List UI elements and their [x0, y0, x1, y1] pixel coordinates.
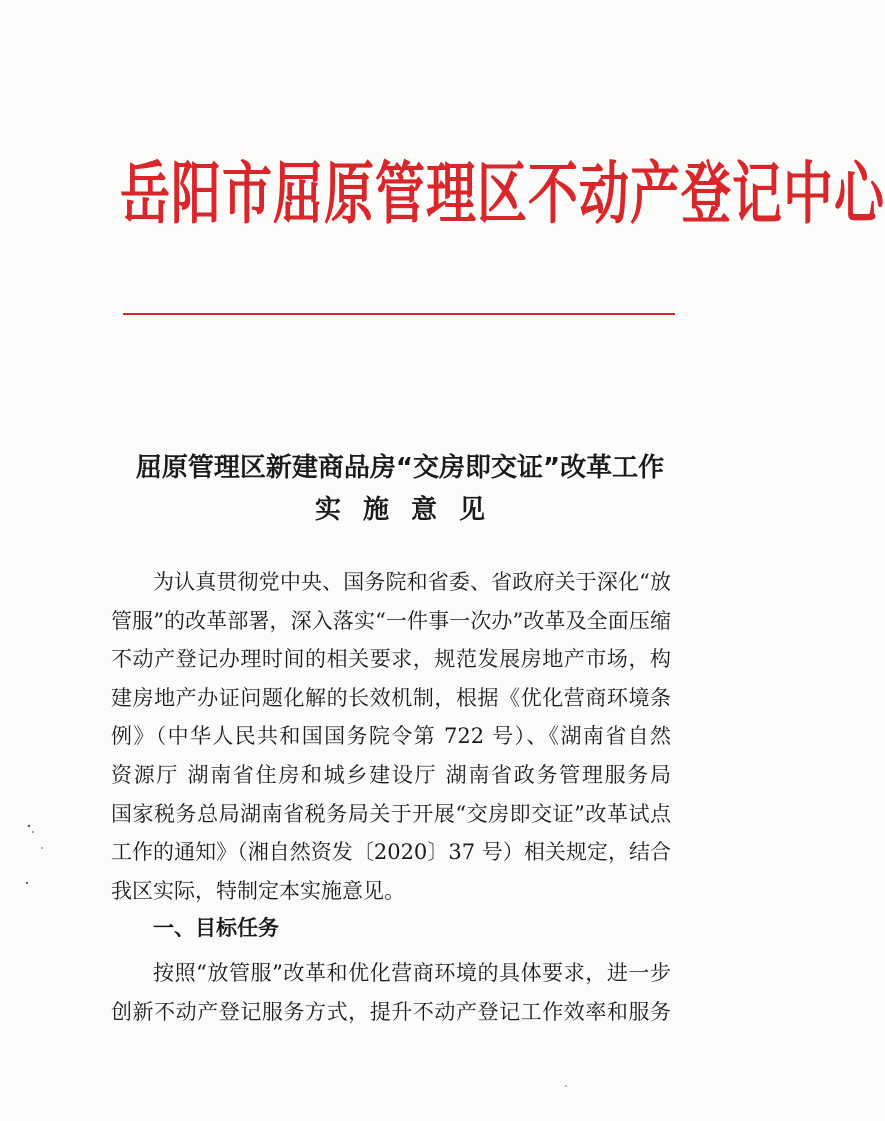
document-title-line-2: 实施意见 [314, 495, 507, 525]
paragraph-line: 国家税务总局湖南省税务局关于开展“交房即交证”改革试点 [111, 801, 671, 826]
paragraph-line: 资源厅 湖南省住房和城乡建设厅 湖南省政务管理服务局 [111, 762, 671, 787]
section-heading: 一、目标任务 [153, 916, 279, 940]
paragraph-line: 不动产登记办理时间的相关要求，规范发展房地产市场，构 [111, 647, 671, 672]
paragraph-line: 工作的通知》（湘自然资发〔2020〕37 号）相关规定，结合 [111, 840, 671, 865]
document-title-line-1: 屈原管理区新建商品房“交房即交证”改革工作 [135, 453, 665, 483]
paragraph-line: 管服”的改革部署，深入落实“一件事一次办”改革及全面压缩 [111, 608, 671, 633]
paragraph-line: 我区实际，特制定本实施意见。 [111, 878, 405, 903]
agency-header: 岳阳市屈原管理区不动产登记中心 [120, 153, 885, 234]
paragraph-line: 按照“放管服”改革和优化营商环境的具体要求，进一步 [153, 961, 671, 985]
paragraph-line: 创新不动产登记服务方式，提升不动产登记工作效率和服务 [111, 999, 671, 1024]
paragraph-line: 为认真贯彻党中央、国务院和省委、省政府关于深化“放 [153, 570, 671, 594]
paragraph-line: 建房地产办证问题化解的长效机制，根据《优化营商环境条 [111, 685, 671, 710]
paragraph-line: 例》（中华人民共和国国务院令第 722 号）、《湖南省自然 [111, 724, 671, 749]
